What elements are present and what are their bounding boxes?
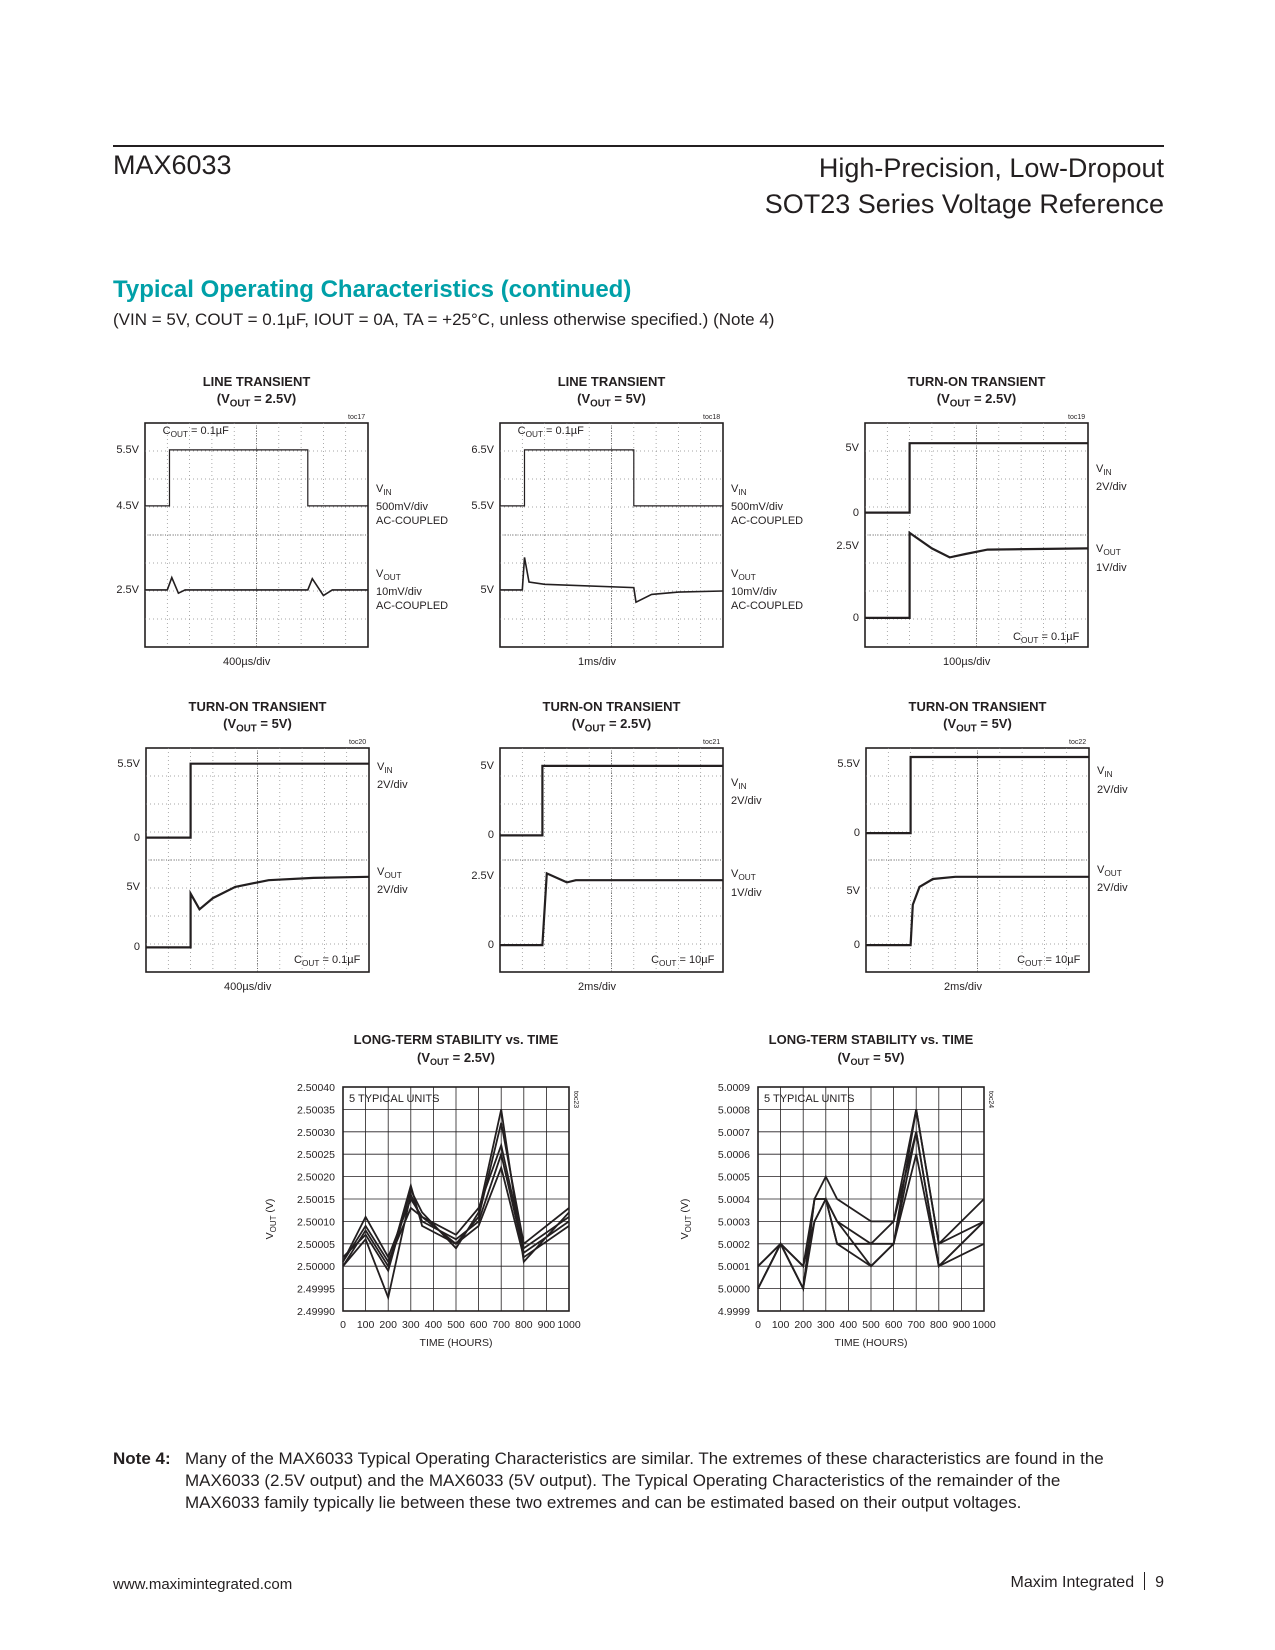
- chart-annotation: 5 TYPICAL UNITS: [764, 1093, 855, 1105]
- x-tick-label: 400: [839, 1319, 858, 1331]
- x-tick-label: 100: [771, 1319, 790, 1331]
- x-axis-label: TIME (HOURS): [834, 1337, 908, 1349]
- x-tick-label: 500: [447, 1319, 465, 1331]
- scope-y-label: 5.5V: [471, 499, 494, 512]
- scope-subtitle: $(V_{OUT} = 5V)$: [577, 391, 646, 410]
- scope-tag: toc22: [1069, 739, 1087, 746]
- scope-y-label: 5V: [846, 885, 860, 898]
- channel-line: AC-COUPLED: [376, 600, 449, 613]
- x-tick-label: 0: [340, 1319, 346, 1331]
- y-tick-label: 5.0005: [717, 1171, 750, 1184]
- x-tick-label: 200: [794, 1319, 812, 1331]
- x-tick-label: 300: [402, 1319, 420, 1331]
- scope-time-div: 400µs/div: [224, 981, 272, 993]
- x-tick-label: 200: [379, 1319, 397, 1331]
- title-line-2: SOT23 Series Voltage Reference: [764, 189, 1164, 219]
- scope-y-label: 5V: [480, 759, 494, 772]
- scope-y-label: 5V: [126, 880, 140, 893]
- scope-y-label: 5.5V: [117, 757, 140, 770]
- scope-1: [145, 423, 368, 647]
- scope-cap-label: $C_{OUT} = 10\mu F$: [1015, 953, 1082, 971]
- x-tick-label: 100: [356, 1319, 375, 1331]
- y-tick-label: 2.50030: [297, 1126, 335, 1139]
- scope-subtitle: $(V_{OUT} = 2.5V)$: [936, 391, 1017, 410]
- y-axis-label: $V_{OUT}$ (V): [264, 1198, 278, 1240]
- scope-time-div: 1ms/div: [578, 656, 616, 668]
- stability-chart-2: [679, 1032, 996, 1349]
- channel-line: $V_{OUT}$: [1096, 543, 1121, 558]
- scope-title-text: LINE TRANSIENT: [202, 374, 311, 389]
- chart-tag: toc23: [572, 1091, 579, 1109]
- scope-tag: toc17: [348, 414, 366, 421]
- y-tick-label: 2.50025: [297, 1149, 335, 1162]
- channel-line: 500mV/div: [376, 501, 428, 514]
- scope-6: [866, 748, 1089, 972]
- scope-y-label: 5V: [480, 583, 494, 596]
- channel-line: $V_{IN}$: [731, 776, 747, 791]
- scope-title-text: TURN-ON TRANSIENT: [907, 374, 1046, 389]
- y-tick-label: 2.49995: [297, 1283, 335, 1296]
- scope-time-div: 2ms/div: [944, 981, 982, 993]
- chart-annotation: 5 TYPICAL UNITS: [349, 1093, 440, 1105]
- channel-line: $V_{OUT}$: [1097, 863, 1122, 879]
- y-tick-label: 2.49990: [297, 1306, 335, 1318]
- channel-line: 10mV/div: [376, 586, 422, 599]
- scope-subtitle: $(V_{OUT} = 2.5V)$: [571, 716, 652, 735]
- channel-line: 2V/div: [1096, 480, 1127, 493]
- scope-cap-label: $C_{OUT} = 0.1\mu F$: [1011, 630, 1081, 648]
- x-tick-label: 900: [537, 1319, 556, 1331]
- x-tick-label: 500: [862, 1319, 880, 1331]
- scope-3: [865, 423, 1088, 647]
- footer-divider: [1144, 1572, 1145, 1590]
- channel-line: 2V/div: [1097, 882, 1128, 895]
- scope-tag: toc18: [703, 414, 721, 421]
- scope-title-text: TURN-ON TRANSIENT: [188, 699, 327, 714]
- channel-line: $V_{IN}$: [1097, 765, 1113, 780]
- chart-subtitle: $(V_{OUT} = 2.5V)$: [417, 1050, 495, 1067]
- channel-line: 10mV/div: [731, 586, 777, 599]
- chart-tag: toc24: [987, 1091, 994, 1109]
- scope-2: [500, 423, 723, 647]
- scope-time-div: 100µs/div: [943, 656, 991, 668]
- scope-y-label: 5.5V: [837, 757, 860, 770]
- channel-line: 2V/div: [377, 884, 408, 897]
- channel-line: $V_{OUT}$: [731, 868, 756, 883]
- note-label: Note 4:: [113, 1449, 171, 1468]
- scope-tag: toc19: [1068, 414, 1086, 421]
- channel-line: AC-COUPLED: [731, 515, 804, 528]
- y-tick-label: 2.50005: [297, 1238, 335, 1251]
- channel-line: $V_{IN}$: [731, 482, 747, 498]
- channel-line: 1V/div: [731, 886, 762, 899]
- y-tick-label: 2.50040: [297, 1082, 335, 1094]
- scope-cap-label: $C_{OUT} = 0.1\mu F$: [516, 424, 586, 442]
- scope-title-text: TURN-ON TRANSIENT: [542, 699, 681, 714]
- channel-line: $V_{OUT}$: [376, 568, 401, 583]
- scope-y-label: 0: [852, 506, 859, 519]
- channel-line: AC-COUPLED: [376, 515, 449, 528]
- y-tick-label: 2.50020: [297, 1171, 335, 1184]
- scope-y-label: 2.5V: [471, 869, 494, 882]
- scope-subtitle: $(V_{OUT} = 2.5V)$: [216, 391, 297, 410]
- channel-line: $V_{IN}$: [377, 760, 393, 776]
- scope-subtitle: $(V_{OUT} = 5V)$: [943, 716, 1012, 735]
- channel-line: $V_{OUT}$: [731, 568, 756, 583]
- y-tick-label: 5.0001: [717, 1261, 750, 1274]
- y-tick-label: 2.50000: [297, 1261, 335, 1274]
- scope-y-label: 2.5V: [116, 583, 139, 596]
- x-tick-label: 900: [952, 1319, 971, 1331]
- scope-subtitle: $(V_{OUT} = 5V)$: [223, 716, 292, 735]
- footer-company-page: [1010, 1572, 1164, 1592]
- title-line-1: High-Precision, Low-Dropout: [818, 153, 1164, 183]
- scope-y-label: 4.5V: [116, 499, 139, 512]
- x-axis-label: TIME (HOURS): [419, 1337, 493, 1349]
- x-tick-label: 1000: [972, 1319, 996, 1331]
- x-tick-label: 300: [817, 1319, 835, 1331]
- channel-line: 2V/div: [1097, 783, 1128, 796]
- x-tick-label: 800: [930, 1319, 948, 1331]
- scope-tag: toc20: [349, 739, 367, 746]
- channel-line: 1V/div: [1096, 561, 1127, 574]
- scope-time-div: 2ms/div: [578, 981, 616, 993]
- note-text: Many of the MAX6033 Typical Operating Characteristics are similar. The extremes of these characteristics are found in the MAX6033 (2.5V output) and the MAX6033 (5V output). The Typical Operating Characteristics of the remainder of the MAX6033 family typically lie between these two extremes and can be estimated based on their output voltages.: [185, 1449, 1104, 1512]
- test-conditions: (VIN = 5V, COUT = 0.1µF, IOUT = 0A, TA = +25°C, unless otherwise specified.) (Note 4): [113, 310, 775, 329]
- scope-y-label: 0: [133, 831, 140, 844]
- stability-chart-1: [264, 1032, 581, 1349]
- y-tick-label: 2.50035: [297, 1104, 335, 1117]
- scope-y-label: 5.5V: [116, 443, 139, 456]
- scope-y-label: 0: [852, 611, 859, 624]
- channel-line: 500mV/div: [731, 501, 783, 514]
- channel-line: $V_{IN}$: [376, 482, 392, 498]
- y-tick-label: 5.0008: [717, 1104, 750, 1117]
- scope-time-div: 400µs/div: [223, 656, 271, 668]
- y-tick-label: 5.0004: [717, 1194, 750, 1206]
- y-tick-label: 5.0007: [717, 1126, 750, 1139]
- x-tick-label: 800: [515, 1319, 533, 1331]
- scope-cap-label: $C_{OUT} = 0.1\mu F$: [161, 424, 231, 442]
- part-number: MAX6033: [113, 150, 232, 180]
- channel-line: $V_{OUT}$: [377, 866, 402, 881]
- x-tick-label: 1000: [557, 1319, 581, 1331]
- y-tick-label: 5.0003: [717, 1216, 750, 1229]
- scope-4: [146, 748, 369, 972]
- footer-page-number: 9: [1155, 1574, 1164, 1591]
- scope-y-label: 0: [853, 827, 860, 840]
- y-tick-label: 2.50015: [297, 1194, 335, 1206]
- scope-title-text: TURN-ON TRANSIENT: [908, 699, 1047, 714]
- note-4: [113, 1448, 1133, 1514]
- chart-title: LONG-TERM STABILITY vs. TIME: [353, 1032, 559, 1047]
- x-tick-label: 600: [469, 1319, 488, 1331]
- y-tick-label: 5.0002: [717, 1238, 750, 1251]
- scope-y-label: 0: [133, 941, 140, 954]
- chart-title: LONG-TERM STABILITY vs. TIME: [768, 1032, 974, 1047]
- x-tick-label: 0: [755, 1319, 761, 1331]
- scope-y-label: 5V: [845, 441, 859, 454]
- x-tick-label: 400: [424, 1319, 443, 1331]
- scope-y-label: 6.5V: [471, 443, 494, 456]
- y-tick-label: 5.0009: [717, 1082, 750, 1094]
- y-tick-label: 2.50010: [297, 1216, 335, 1229]
- scope-y-label: 0: [487, 829, 494, 842]
- y-tick-label: 5.0000: [717, 1283, 750, 1296]
- y-axis-label: $V_{OUT}$ (V): [679, 1198, 693, 1240]
- channel-line: 2V/div: [731, 794, 762, 807]
- x-tick-label: 700: [492, 1319, 510, 1331]
- chart-subtitle: $(V_{OUT} = 5V)$: [837, 1050, 905, 1067]
- x-tick-label: 600: [884, 1319, 903, 1331]
- scope-tag: toc21: [703, 739, 721, 746]
- channel-line: 2V/div: [377, 779, 408, 792]
- scope-title-text: LINE TRANSIENT: [557, 374, 666, 389]
- channel-line: AC-COUPLED: [731, 600, 804, 613]
- scope-5: [500, 748, 723, 972]
- x-tick-label: 700: [907, 1319, 925, 1331]
- y-tick-label: 4.9999: [717, 1306, 750, 1318]
- footer-company: Maxim Integrated: [1010, 1574, 1135, 1591]
- y-tick-label: 5.0006: [717, 1149, 750, 1162]
- scope-cap-label: $C_{OUT} = 10\mu F$: [649, 953, 716, 971]
- channel-line: $V_{IN}$: [1096, 462, 1112, 477]
- scope-y-label: 0: [853, 939, 860, 952]
- footer-url[interactable]: www.maximintegrated.com: [113, 1576, 293, 1593]
- scope-y-label: 0: [487, 939, 494, 952]
- scope-cap-label: $C_{OUT} = 0.1\mu F$: [292, 953, 362, 971]
- section-title: Typical Operating Characteristics (continued): [113, 276, 632, 303]
- scope-y-label: 2.5V: [836, 540, 859, 553]
